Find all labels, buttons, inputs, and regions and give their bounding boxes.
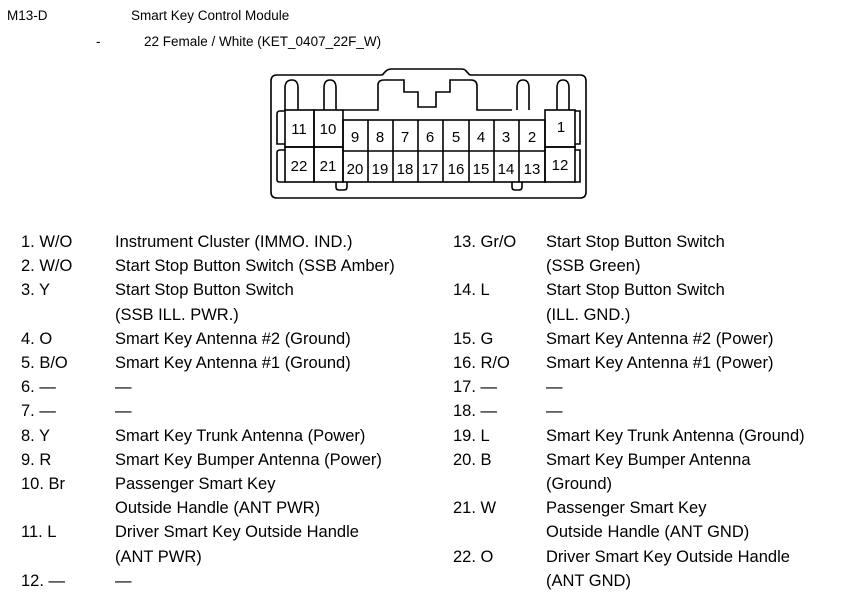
pin-number-wire-color: [21, 303, 115, 327]
pin-description: (ANT PWR): [115, 547, 202, 566]
cavity-7: 7: [400, 129, 410, 146]
cavity-4: 4: [476, 129, 486, 146]
pin-description: Outside Handle (ANT PWR): [115, 499, 321, 518]
pin-number-wire-color: 4. O: [21, 329, 53, 348]
pin-number-wire-color: 22. O: [453, 547, 494, 566]
pin-description: (ILL. GND.): [546, 305, 631, 324]
pin-row: [453, 399, 805, 423]
pin-number-wire-color: 12. —: [21, 571, 66, 590]
pin-number-wire-color: [453, 472, 546, 496]
pin-number-wire-color: 7. —: [21, 402, 56, 421]
pin-row: [21, 230, 395, 254]
pin-description: Smart Key Antenna #1 (Ground): [115, 354, 351, 373]
pin-number-wire-color: 17. —: [453, 378, 498, 397]
pin-description: Smart Key Trunk Antenna (Ground): [546, 426, 805, 445]
cavity-11: 11: [291, 121, 307, 138]
cavity-3: 3: [501, 129, 511, 146]
pin-description: Start Stop Button Switch: [115, 281, 294, 300]
cavity-21: 21: [319, 158, 337, 175]
cavity-20: 20: [346, 161, 364, 178]
component-name: Smart Key Control Module: [131, 8, 290, 23]
pin-description: —: [546, 402, 563, 421]
pin-row: [453, 545, 805, 569]
pin-number-wire-color: 20. B: [453, 450, 492, 469]
cavity-8: 8: [375, 129, 385, 146]
pin-number-wire-color: 5. B/O: [21, 354, 68, 373]
pin-row: [21, 278, 395, 302]
pin-description: (Ground): [546, 475, 613, 494]
pin-row: [21, 254, 395, 278]
pin-row: [453, 424, 805, 448]
pin-description: Passenger Smart Key: [546, 499, 707, 518]
pin-list-right: [453, 230, 805, 593]
pin-description: Smart Key Antenna #2 (Ground): [115, 329, 351, 348]
cavity-16: 16: [447, 161, 465, 178]
pin-description: Instrument Cluster (IMMO. IND.): [115, 233, 353, 251]
pin-description: (SSB Green): [546, 257, 641, 276]
pin-description: Passenger Smart Key: [115, 475, 276, 494]
cavity-17: 17: [421, 161, 439, 178]
pin-row: [453, 448, 805, 472]
pin-row: [453, 375, 805, 399]
pin-description: Driver Smart Key Outside Handle: [546, 547, 790, 566]
cavity-9: 9: [350, 129, 360, 146]
pin-number-wire-color: [453, 569, 546, 593]
pin-row: [21, 472, 395, 496]
pin-description: Smart Key Bumper Antenna: [546, 450, 751, 469]
cavity-13: 13: [523, 161, 541, 178]
pin-row: [453, 327, 805, 351]
pin-description: —: [115, 571, 132, 590]
pin-description: (SSB ILL. PWR.): [115, 305, 239, 324]
cavity-15: 15: [472, 161, 490, 178]
bullet-dash: -: [96, 34, 101, 49]
pin-description: (ANT GND): [546, 571, 631, 590]
pin-description: Smart Key Antenna #2 (Power): [546, 329, 774, 348]
pin-number-wire-color: 14. L: [453, 281, 490, 300]
pin-row: [21, 448, 395, 472]
pin-row-continuation: [21, 496, 395, 520]
pin-row-continuation: [21, 545, 395, 569]
pin-number-wire-color: 9. R: [21, 450, 52, 469]
pin-row-continuation: [453, 303, 805, 327]
pin-number-wire-color: 8. Y: [21, 426, 51, 445]
pin-row: [453, 351, 805, 375]
cavity-18: 18: [396, 161, 414, 178]
pin-row-continuation: [453, 472, 805, 496]
cavity-14: 14: [497, 161, 515, 178]
connector-id: M13-D: [7, 8, 48, 23]
pin-number-wire-color: 15. G: [453, 329, 494, 348]
pin-number-wire-color: 19. L: [453, 426, 490, 445]
cavity-2: 2: [527, 129, 537, 146]
pin-number-wire-color: [453, 303, 546, 327]
pin-number-wire-color: 13. Gr/O: [453, 233, 517, 251]
pin-number-wire-color: 2. W/O: [21, 257, 73, 276]
pin-description: Start Stop Button Switch: [546, 233, 725, 251]
cavity-12: 12: [551, 157, 569, 174]
pin-description: Start Stop Button Switch (SSB Amber): [115, 257, 395, 276]
cavity-6: 6: [425, 129, 435, 146]
connector-face-diagram: [262, 66, 592, 206]
pin-row-continuation: [453, 254, 805, 278]
pin-number-wire-color: 11. L: [21, 523, 57, 542]
pin-row-continuation: [21, 303, 395, 327]
pin-description: Smart Key Trunk Antenna (Power): [115, 426, 366, 445]
pin-description: —: [115, 378, 132, 397]
cavity-5: 5: [451, 129, 461, 146]
pin-row: [21, 424, 395, 448]
cavity-19: 19: [371, 161, 389, 178]
pin-row: [21, 375, 395, 399]
pin-row: [453, 496, 805, 520]
pin-number-wire-color: [21, 496, 115, 520]
pin-description: —: [115, 402, 132, 421]
pin-description: Smart Key Antenna #1 (Power): [546, 354, 774, 373]
pin-row: [21, 569, 395, 593]
pin-number-wire-color: 3. Y: [21, 281, 51, 300]
pin-number-wire-color: 1. W/O: [21, 233, 73, 251]
cavity-1: 1: [556, 119, 566, 136]
pin-list-left: [21, 230, 395, 593]
pin-row: [21, 520, 395, 544]
pin-number-wire-color: 10. Br: [21, 475, 66, 494]
pin-row-continuation: [453, 569, 805, 593]
connector-description: 22 Female / White (KET_0407_22F_W): [144, 34, 382, 49]
pin-row: [453, 230, 805, 254]
cavity-10: 10: [319, 121, 337, 138]
pin-number-wire-color: 16. R/O: [453, 354, 510, 373]
cavity-22: 22: [290, 158, 308, 175]
pin-row: [21, 327, 395, 351]
pin-number-wire-color: [453, 520, 546, 544]
pin-row: [453, 278, 805, 302]
pin-number-wire-color: 18. —: [453, 402, 498, 421]
pin-description: Smart Key Bumper Antenna (Power): [115, 450, 382, 469]
pin-number-wire-color: [21, 545, 115, 569]
pin-row: [21, 399, 395, 423]
pin-number-wire-color: 21. W: [453, 499, 497, 518]
pin-description: Start Stop Button Switch: [546, 281, 725, 300]
pin-number-wire-color: [453, 254, 546, 278]
pin-description: Outside Handle (ANT GND): [546, 523, 750, 542]
pin-description: Driver Smart Key Outside Handle: [115, 523, 359, 542]
pin-row-continuation: [453, 520, 805, 544]
pin-number-wire-color: 6. —: [21, 378, 56, 397]
pin-row: [21, 351, 395, 375]
pin-description: —: [546, 378, 563, 397]
